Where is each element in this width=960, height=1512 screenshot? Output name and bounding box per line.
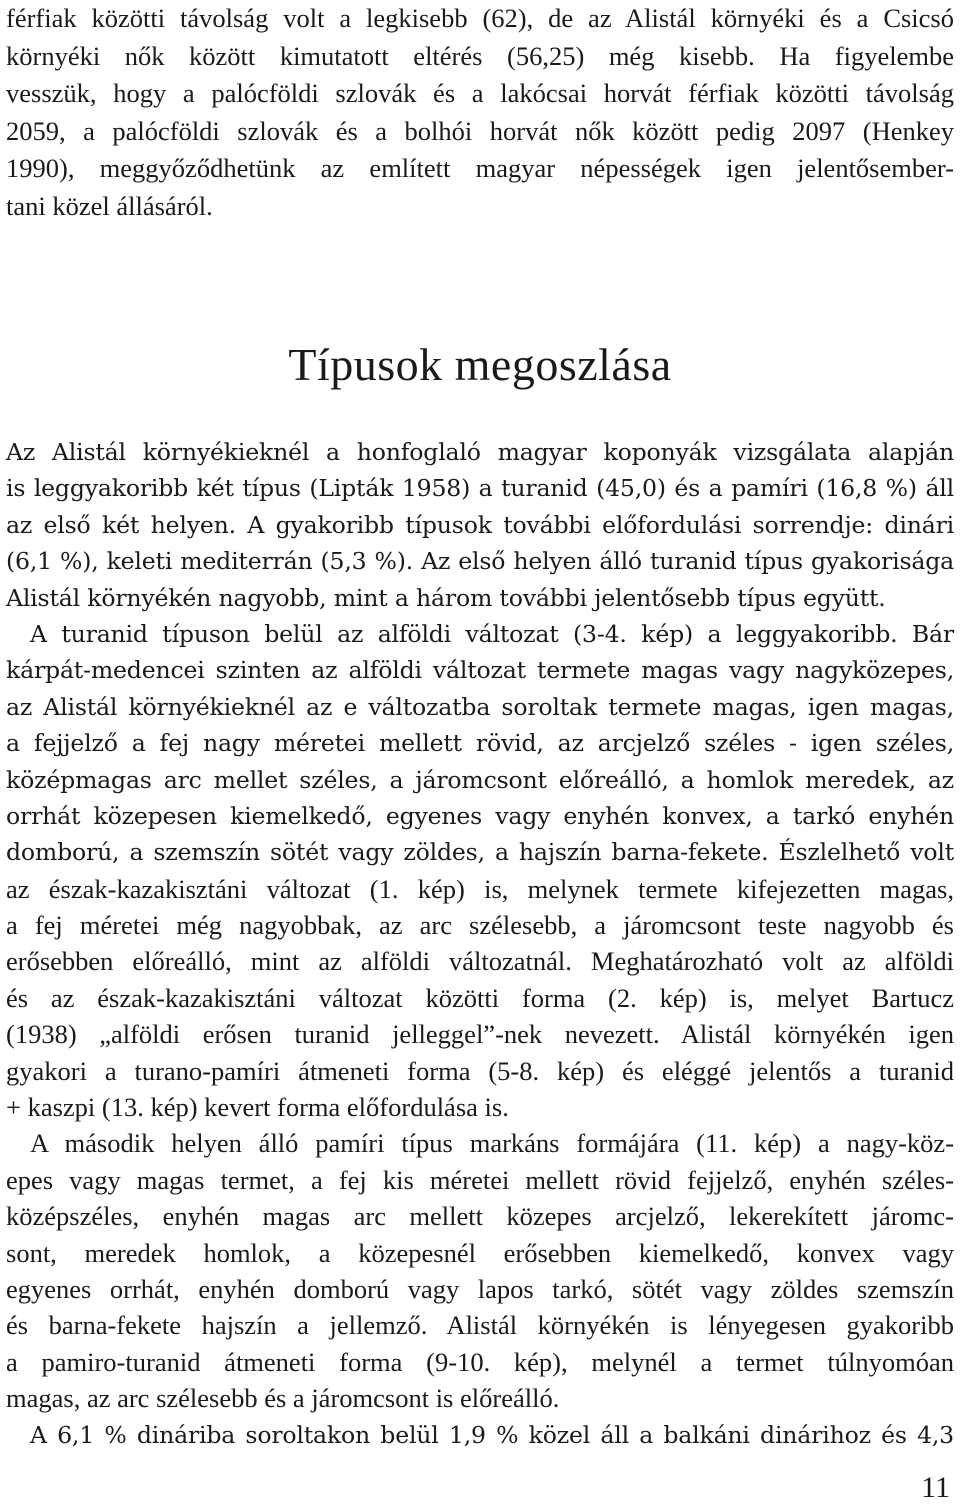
text-line: Az Alistál környékieknél a honfoglaló magyar koponyák vizsgálata alapján [6, 438, 954, 466]
text-line: vesszük, hogy a palócföldi szlovák és a lakócsai horvát férfiak közötti távolság [6, 78, 954, 108]
text-line: 1990), meggyőződhetünk az említett magyar népességek igen jelentősember- [6, 153, 954, 183]
text-line: kárpát-medencei szinten az alföldi változat termete magas vagy nagyközepes, [6, 656, 954, 685]
text-line: epes vagy magas termet, a fej kis méretei mellett rövid fejjelző, enyhén széles- [6, 1164, 954, 1195]
text-line: A 6,1 % dináriba soroltakon belül 1,9 % közel áll a balkáni dinárihoz és 4,3 [30, 1420, 954, 1449]
body-text [6, 434, 954, 1453]
text-line: tani közel állásáról. [6, 190, 213, 221]
text-line: az Alistál környékieknél az e változatba soroltak termete magas, igen magas, [6, 692, 954, 721]
text-line: és az észak-kazakisztáni változat közötti forma (2. kép) is, melyet Bartucz [6, 982, 954, 1013]
top-paragraph [6, 0, 954, 225]
text-line: + kaszpi (13. kép) kevert forma előfordulása is. [6, 1092, 509, 1123]
text-line: A második helyen álló pamíri típus markáns formájára (11. kép) a nagy-köz- [30, 1128, 954, 1159]
text-line: egyenes orrhát, enyhén domború vagy lapos tarkó, sötét vagy zöldes szemszín [6, 1273, 954, 1304]
text-line: férfiak közötti távolság volt a legkisebb (62), de az Alistál környéki és a Csicsó [6, 3, 954, 33]
text-line: magas, az arc szélesebb és a járomcsont is előreálló. [6, 1383, 560, 1414]
text-line: 2059, a palócföldi szlovák és a bolhói horvát nők között pedig 2097 (Henkey [6, 115, 954, 146]
text-line: a fej méretei még nagyobbak, az arc szélesebb, a járomcsont teste nagyobb és [6, 910, 954, 941]
text-line: is leggyakoribb két típus (Lipták 1958) a turanid (45,0) és a pamíri (16,8 %) áll [6, 474, 954, 503]
text-line: a fejjelző a fej nagy méretei mellett rövid, az arcjelző széles - igen széles, [6, 729, 954, 758]
text-line: a pamiro-turanid átmeneti forma (9-10. kép), melynél a termet túlnyomóan [6, 1346, 954, 1377]
text-line: az észak-kazakisztáni változat (1. kép) is, melynek termete kifejezetten magas, [6, 873, 954, 904]
text-line: (1938) „alföldi erősen turanid jelleggel”-nek nevezett. Alistál környékén igen [6, 1019, 954, 1050]
page-number: 11 [921, 1471, 950, 1504]
text-line: az első két helyen. A gyakoribb típusok további előfordulási sorrendje: dinári [6, 510, 954, 539]
text-line: gyakori a turano-pamíri átmeneti forma (5-8. kép) és eléggé jelentős a turanid [6, 1055, 954, 1086]
text-line: A turanid típuson belül az alföldi változat (3-4. kép) a leggyakoribb. Bár [30, 619, 954, 648]
text-line: középmagas arc mellet széles, a járomcsont előreálló, a homlok meredek, az [6, 765, 954, 794]
text-line: Alistál környékén nagyobb, mint a három további jelentősebb típus együtt. [6, 583, 886, 612]
text-line: és barna-fekete hajszín a jellemző. Alistál környékén is lényegesen gyakoribb [6, 1310, 954, 1341]
section-heading: Típusok megoszlása [288, 338, 672, 390]
text-line: sont, meredek homlok, a közepesnél erősebben kiemelkedő, konvex vagy [6, 1237, 954, 1268]
text-line: orrhát közepesen kiemelkedő, egyenes vagy enyhén konvex, a tarkó enyhén [6, 801, 954, 830]
text-line: erősebben előreálló, mint az alföldi változatnál. Meghatározható volt az alföldi [6, 946, 954, 977]
text-line: környéki nők között kimutatott eltérés (56,25) még kisebb. Ha figyelembe [6, 40, 954, 71]
text-line: (6,1 %), keleti mediterrán (5,3 %). Az első helyen álló turanid típus gyakorisága [6, 547, 954, 576]
text-line: középszéles, enyhén magas arc mellett közepes arcjelző, lekerekített járomc- [6, 1201, 954, 1232]
text-line: domború, a szemszín sötét vagy zöldes, a hajszín barna-fekete. Észlelhető volt [6, 838, 954, 867]
